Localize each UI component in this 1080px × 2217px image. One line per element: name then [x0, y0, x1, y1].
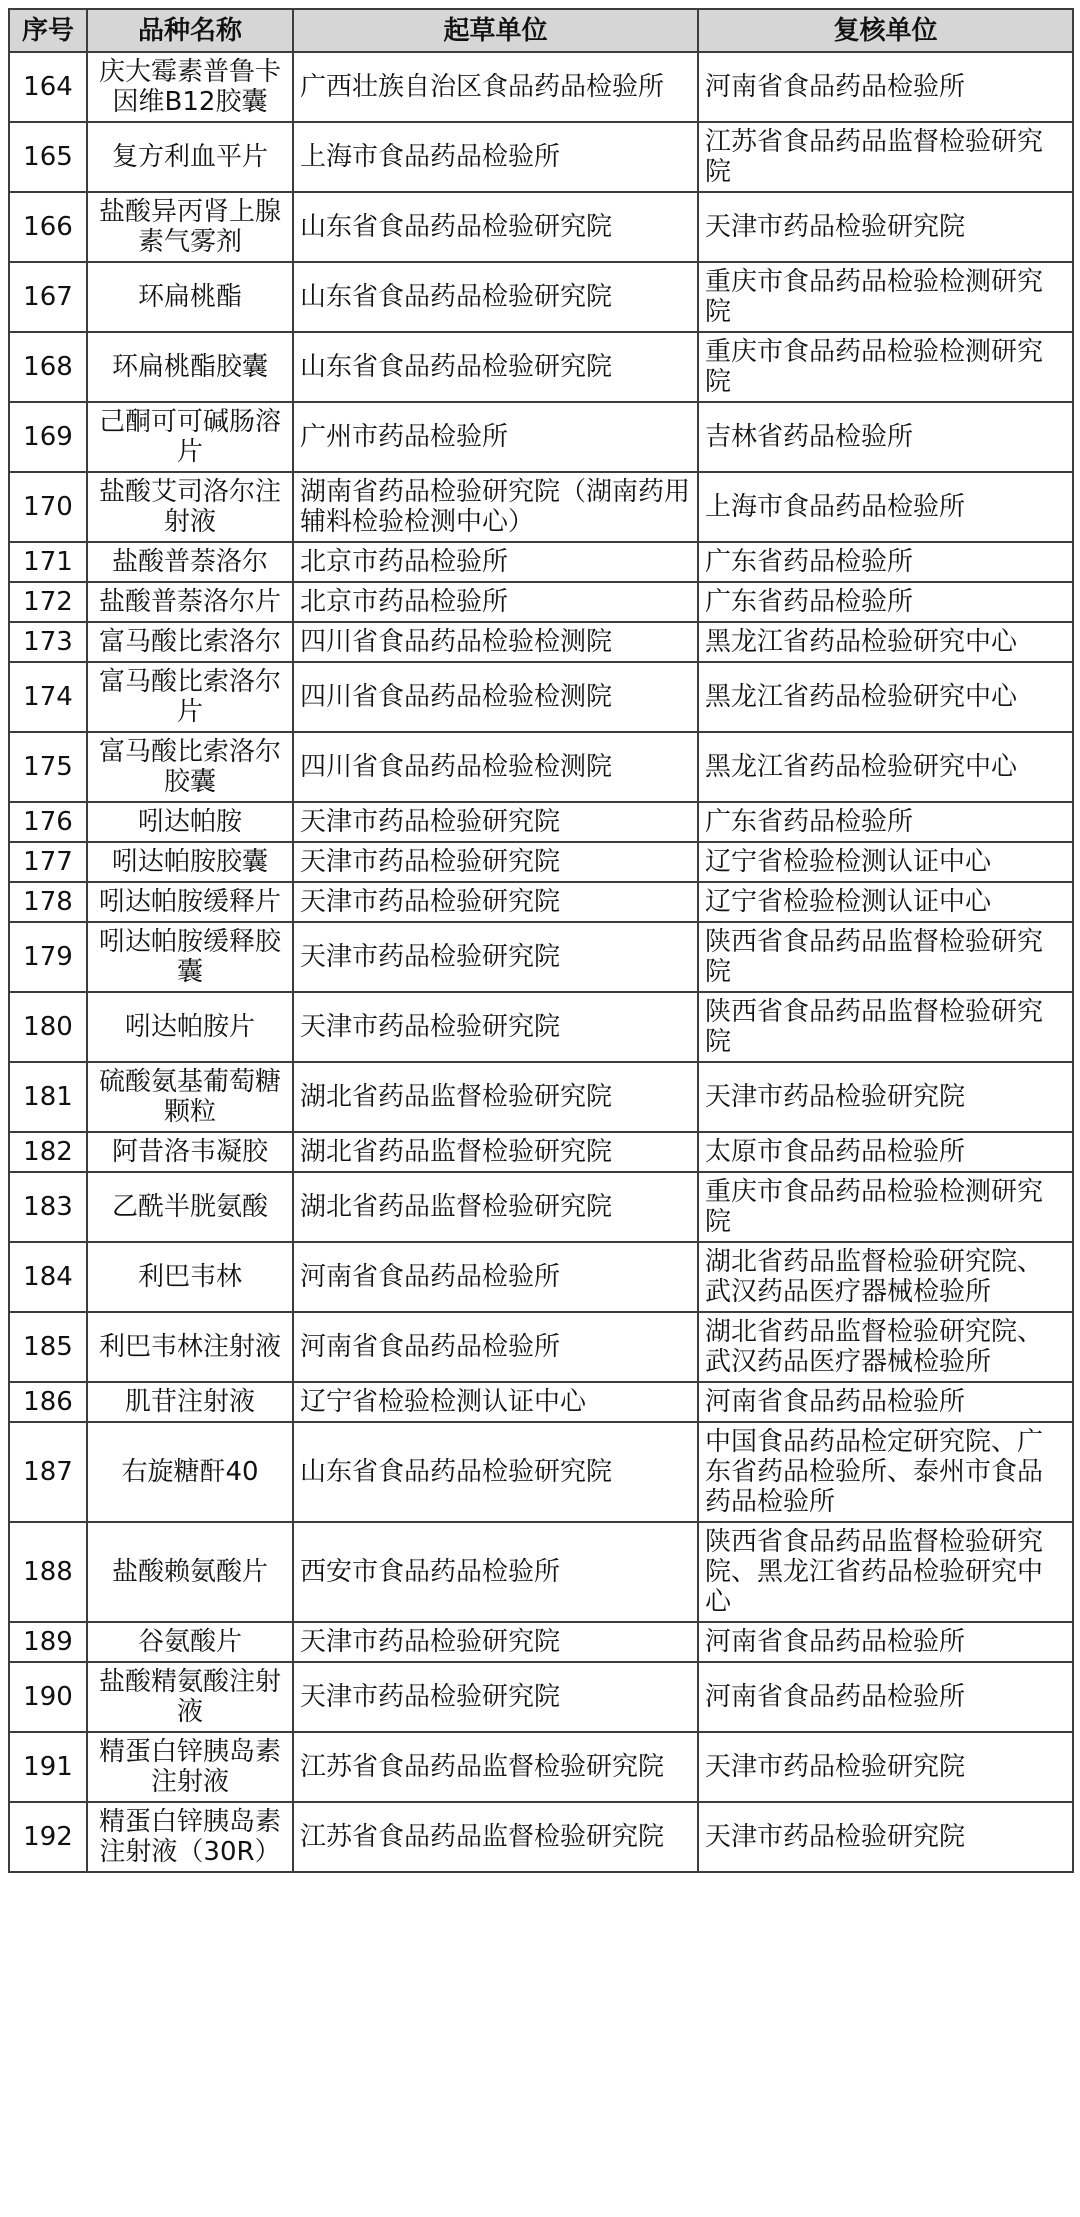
cell-drafting-unit: 江苏省食品药品监督检验研究院: [293, 1802, 698, 1872]
cell-serial-number: 188: [9, 1522, 87, 1622]
table-row: [9, 332, 1073, 402]
table-row: [9, 192, 1073, 262]
cell-drafting-unit: 湖北省药品监督检验研究院: [293, 1172, 698, 1242]
cell-product-name: 吲达帕胺: [87, 802, 293, 842]
cell-product-name: 乙酰半胱氨酸: [87, 1172, 293, 1242]
table-row: [9, 732, 1073, 802]
cell-drafting-unit: 西安市食品药品检验所: [293, 1522, 698, 1622]
cell-drafting-unit: 北京市药品检验所: [293, 542, 698, 582]
cell-review-unit: 广东省药品检验所: [698, 802, 1073, 842]
cell-product-name: 吲达帕胺片: [87, 992, 293, 1062]
cell-product-name: 利巴韦林: [87, 1242, 293, 1312]
cell-review-unit: 河南省食品药品检验所: [698, 1622, 1073, 1662]
cell-product-name: 盐酸普萘洛尔: [87, 542, 293, 582]
cell-drafting-unit: 湖南省药品检验研究院（湖南药用辅料检验检测中心）: [293, 472, 698, 542]
cell-review-unit: 陕西省食品药品监督检验研究院: [698, 922, 1073, 992]
table-row: [9, 922, 1073, 992]
cell-serial-number: 187: [9, 1422, 87, 1522]
cell-product-name: 盐酸普萘洛尔片: [87, 582, 293, 622]
cell-product-name: 肌苷注射液: [87, 1382, 293, 1422]
cell-drafting-unit: 辽宁省检验检测认证中心: [293, 1382, 698, 1422]
cell-review-unit: 重庆市食品药品检验检测研究院: [698, 262, 1073, 332]
cell-serial-number: 176: [9, 802, 87, 842]
cell-review-unit: 重庆市食品药品检验检测研究院: [698, 332, 1073, 402]
cell-product-name: 盐酸艾司洛尔注射液: [87, 472, 293, 542]
cell-review-unit: 天津市药品检验研究院: [698, 1062, 1073, 1132]
table-row: [9, 1242, 1073, 1312]
table-row: [9, 402, 1073, 472]
cell-drafting-unit: 北京市药品检验所: [293, 582, 698, 622]
cell-review-unit: 中国食品药品检定研究院、广东省药品检验所、泰州市食品药品检验所: [698, 1422, 1073, 1522]
cell-drafting-unit: 天津市药品检验研究院: [293, 842, 698, 882]
cell-drafting-unit: 四川省食品药品检验检测院: [293, 622, 698, 662]
header-serial-number: 序号: [9, 9, 87, 52]
cell-serial-number: 173: [9, 622, 87, 662]
cell-drafting-unit: 天津市药品检验研究院: [293, 1662, 698, 1732]
cell-serial-number: 164: [9, 52, 87, 122]
table-row: [9, 1622, 1073, 1662]
cell-product-name: 盐酸精氨酸注射液: [87, 1662, 293, 1732]
cell-review-unit: 上海市食品药品检验所: [698, 472, 1073, 542]
table-row: [9, 882, 1073, 922]
cell-serial-number: 184: [9, 1242, 87, 1312]
cell-review-unit: 河南省食品药品检验所: [698, 1662, 1073, 1732]
cell-drafting-unit: 山东省食品药品检验研究院: [293, 262, 698, 332]
cell-serial-number: 169: [9, 402, 87, 472]
header-product-name: 品种名称: [87, 9, 293, 52]
cell-serial-number: 179: [9, 922, 87, 992]
cell-product-name: 右旋糖酐40: [87, 1422, 293, 1522]
cell-drafting-unit: 湖北省药品监督检验研究院: [293, 1132, 698, 1172]
cell-review-unit: 黑龙江省药品检验研究中心: [698, 732, 1073, 802]
cell-product-name: 富马酸比索洛尔胶囊: [87, 732, 293, 802]
cell-product-name: 阿昔洛韦凝胶: [87, 1132, 293, 1172]
table-row: [9, 122, 1073, 192]
cell-review-unit: 陕西省食品药品监督检验研究院: [698, 992, 1073, 1062]
cell-review-unit: 天津市药品检验研究院: [698, 1732, 1073, 1802]
cell-product-name: 利巴韦林注射液: [87, 1312, 293, 1382]
cell-serial-number: 186: [9, 1382, 87, 1422]
cell-review-unit: 湖北省药品监督检验研究院、武汉药品医疗器械检验所: [698, 1242, 1073, 1312]
cell-drafting-unit: 天津市药品检验研究院: [293, 992, 698, 1062]
cell-serial-number: 172: [9, 582, 87, 622]
cell-review-unit: 江苏省食品药品监督检验研究院: [698, 122, 1073, 192]
cell-serial-number: 191: [9, 1732, 87, 1802]
document-page: [8, 8, 1072, 1873]
cell-drafting-unit: 湖北省药品监督检验研究院: [293, 1062, 698, 1132]
drug-standard-table: [8, 8, 1074, 1873]
table-row: [9, 662, 1073, 732]
cell-drafting-unit: 天津市药品检验研究院: [293, 922, 698, 992]
cell-serial-number: 190: [9, 1662, 87, 1732]
table-row: [9, 992, 1073, 1062]
table-row: [9, 1732, 1073, 1802]
cell-review-unit: 广东省药品检验所: [698, 542, 1073, 582]
table-row: [9, 622, 1073, 662]
table-row: [9, 262, 1073, 332]
cell-product-name: 环扁桃酯胶囊: [87, 332, 293, 402]
cell-serial-number: 170: [9, 472, 87, 542]
cell-product-name: 吲达帕胺缓释胶囊: [87, 922, 293, 992]
cell-serial-number: 171: [9, 542, 87, 582]
cell-review-unit: 天津市药品检验研究院: [698, 1802, 1073, 1872]
cell-serial-number: 177: [9, 842, 87, 882]
cell-review-unit: 天津市药品检验研究院: [698, 192, 1073, 262]
cell-product-name: 硫酸氨基葡萄糖颗粒: [87, 1062, 293, 1132]
cell-review-unit: 辽宁省检验检测认证中心: [698, 842, 1073, 882]
cell-drafting-unit: 江苏省食品药品监督检验研究院: [293, 1732, 698, 1802]
cell-serial-number: 182: [9, 1132, 87, 1172]
cell-review-unit: 辽宁省检验检测认证中心: [698, 882, 1073, 922]
cell-serial-number: 192: [9, 1802, 87, 1872]
cell-product-name: 富马酸比索洛尔片: [87, 662, 293, 732]
table-row: [9, 542, 1073, 582]
cell-drafting-unit: 广州市药品检验所: [293, 402, 698, 472]
cell-drafting-unit: 上海市食品药品检验所: [293, 122, 698, 192]
cell-serial-number: 165: [9, 122, 87, 192]
cell-drafting-unit: 天津市药品检验研究院: [293, 1622, 698, 1662]
cell-review-unit: 黑龙江省药品检验研究中心: [698, 622, 1073, 662]
cell-drafting-unit: 河南省食品药品检验所: [293, 1242, 698, 1312]
cell-product-name: 环扁桃酯: [87, 262, 293, 332]
cell-serial-number: 180: [9, 992, 87, 1062]
header-drafting-unit: 起草单位: [293, 9, 698, 52]
cell-product-name: 盐酸赖氨酸片: [87, 1522, 293, 1622]
header-row: [9, 9, 1073, 52]
cell-review-unit: 广东省药品检验所: [698, 582, 1073, 622]
table-body: [9, 52, 1073, 1872]
cell-serial-number: 185: [9, 1312, 87, 1382]
table-row: [9, 472, 1073, 542]
table-row: [9, 1132, 1073, 1172]
cell-product-name: 庆大霉素普鲁卡因维B12胶囊: [87, 52, 293, 122]
cell-serial-number: 175: [9, 732, 87, 802]
table-row: [9, 1522, 1073, 1622]
cell-drafting-unit: 广西壮族自治区食品药品检验所: [293, 52, 698, 122]
cell-product-name: 精蛋白锌胰岛素注射液（30R）: [87, 1802, 293, 1872]
table-row: [9, 1382, 1073, 1422]
cell-drafting-unit: 河南省食品药品检验所: [293, 1312, 698, 1382]
cell-review-unit: 河南省食品药品检验所: [698, 52, 1073, 122]
cell-drafting-unit: 四川省食品药品检验检测院: [293, 662, 698, 732]
cell-review-unit: 吉林省药品检验所: [698, 402, 1073, 472]
header-review-unit: 复核单位: [698, 9, 1073, 52]
cell-drafting-unit: 四川省食品药品检验检测院: [293, 732, 698, 802]
cell-serial-number: 181: [9, 1062, 87, 1132]
table-row: [9, 52, 1073, 122]
cell-serial-number: 167: [9, 262, 87, 332]
cell-drafting-unit: 天津市药品检验研究院: [293, 802, 698, 842]
cell-review-unit: 黑龙江省药品检验研究中心: [698, 662, 1073, 732]
cell-serial-number: 189: [9, 1622, 87, 1662]
table-row: [9, 1662, 1073, 1732]
cell-product-name: 复方利血平片: [87, 122, 293, 192]
cell-serial-number: 168: [9, 332, 87, 402]
cell-product-name: 谷氨酸片: [87, 1622, 293, 1662]
cell-review-unit: 重庆市食品药品检验检测研究院: [698, 1172, 1073, 1242]
cell-serial-number: 174: [9, 662, 87, 732]
cell-drafting-unit: 山东省食品药品检验研究院: [293, 1422, 698, 1522]
cell-review-unit: 湖北省药品监督检验研究院、武汉药品医疗器械检验所: [698, 1312, 1073, 1382]
table-row: [9, 1312, 1073, 1382]
cell-product-name: 吲达帕胺缓释片: [87, 882, 293, 922]
table-row: [9, 802, 1073, 842]
table-row: [9, 1422, 1073, 1522]
cell-review-unit: 太原市食品药品检验所: [698, 1132, 1073, 1172]
cell-serial-number: 166: [9, 192, 87, 262]
cell-drafting-unit: 山东省食品药品检验研究院: [293, 192, 698, 262]
cell-serial-number: 183: [9, 1172, 87, 1242]
cell-product-name: 盐酸异丙肾上腺素气雾剂: [87, 192, 293, 262]
cell-product-name: 己酮可可碱肠溶片: [87, 402, 293, 472]
cell-drafting-unit: 天津市药品检验研究院: [293, 882, 698, 922]
table-row: [9, 1172, 1073, 1242]
table-row: [9, 842, 1073, 882]
cell-product-name: 吲达帕胺胶囊: [87, 842, 293, 882]
cell-product-name: 富马酸比索洛尔: [87, 622, 293, 662]
cell-review-unit: 陕西省食品药品监督检验研究院、黑龙江省药品检验研究中心: [698, 1522, 1073, 1622]
table-row: [9, 1062, 1073, 1132]
table-row: [9, 582, 1073, 622]
cell-review-unit: 河南省食品药品检验所: [698, 1382, 1073, 1422]
cell-serial-number: 178: [9, 882, 87, 922]
table-row: [9, 1802, 1073, 1872]
cell-product-name: 精蛋白锌胰岛素注射液: [87, 1732, 293, 1802]
table-header: [9, 9, 1073, 52]
cell-drafting-unit: 山东省食品药品检验研究院: [293, 332, 698, 402]
